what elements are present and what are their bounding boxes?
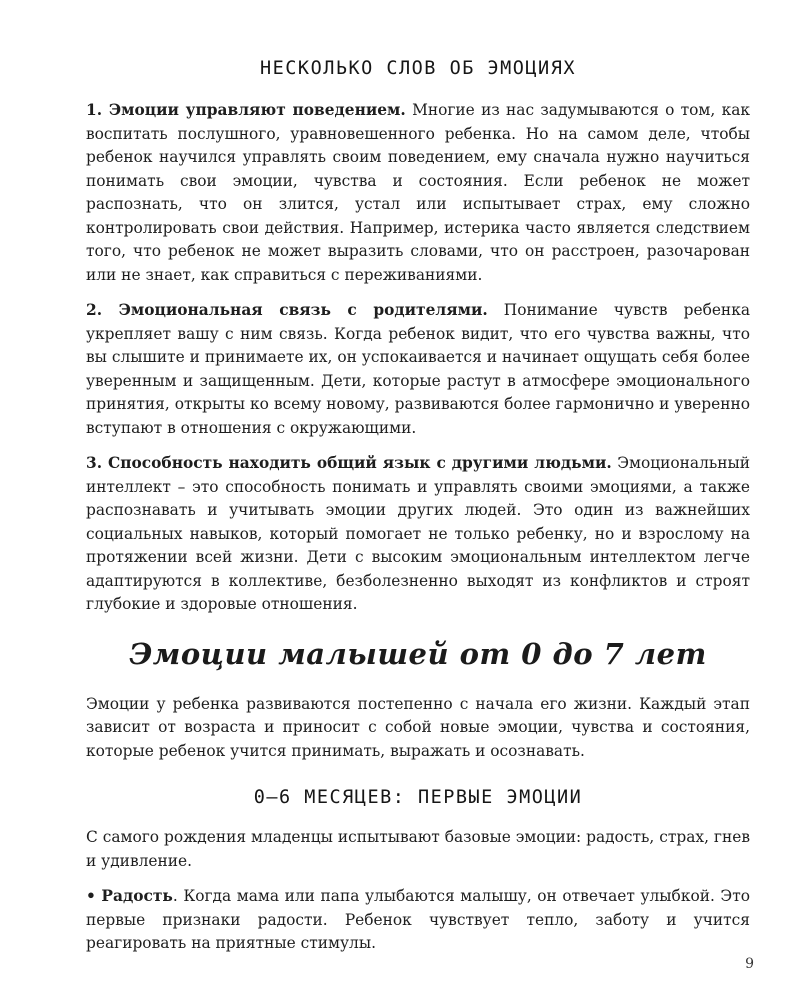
chapter-title-script: Эмоции малышей от 0 до 7 лет <box>129 636 707 671</box>
paragraph-text: Многие из нас задумываются о том, как воспитать послушного, уравновешенного ребенка. Но на самом деле, чтобы ребенок научился управлять своим поведением, ему сначала нужно научиться понимать свои эмоции, чувства и состояния. Если ребенок не может распознать, что он злится, устал или испытывает страх, ему сложно контролировать свои действия. Например, истерика часто является следствием того, что ребенок не может выразить словами, что он расстроен, разочарован или не знает, как справиться с переживаниями. <box>86 101 750 284</box>
paragraph-text: Эмоциональный интеллект – это способность понимать и управлять своими эмоциями, а также распознавать и учитывать эмоции других людей. Это один из важнейших социальных навыков, который помогает не только ребенку, но и взрослому на протяжении всей жизни. Дети с высоким эмоциональным интеллектом легче адаптируются в коллективе, безболезненно выходят из конфликтов и строят глубокие и здоровые отношения. <box>86 454 750 613</box>
page-number: 9 <box>745 956 754 972</box>
section-heading-first-emotions: 0–6 МЕСЯЦЕВ: ПЕРВЫЕ ЭМОЦИИ <box>253 787 583 808</box>
paragraph-text: Понимание чувств ребенка укрепляет вашу с ним связь. Когда ребенок видит, что его чувства важны, что вы слышите и принимаете их, он успокаивается и начинает ощущать себя более уверенным и защищенным. Дети, которые растут в атмосфере эмоционального принятия, открыты ко всему новому, развиваются более гармонично и уверенно вступают в отношения с окружающими. <box>86 301 750 437</box>
bullet-text: . Когда мама или папа улыбаются малышу, он отвечает улыбкой. Это первые признаки радости. Ребенок чувствует тепло, заботу и учится реагировать на приятные стимулы. <box>86 887 750 952</box>
paragraph-parent-connection <box>86 299 750 440</box>
bullet-joy <box>86 885 750 956</box>
bullet-lead: Радость <box>101 887 173 905</box>
paragraph-common-language <box>86 452 750 617</box>
paragraph-lead: 3. Способность находить общий язык с другими людьми. <box>86 454 612 472</box>
paragraph-intro-development: Эмоции у ребенка развиваются постепенно с начала его жизни. Каждый этап зависит от возраста и приносит с собой новые эмоции, чувства и состояния, которые ребенок учится принимать, выражать и осознавать. <box>86 694 750 760</box>
paragraph-lead: 1. Эмоции управляют поведением. <box>86 101 406 119</box>
bullet-marker: • <box>86 887 96 905</box>
paragraph-behavior <box>86 99 750 287</box>
paragraph-lead: 2. Эмоциональная связь с родителями. <box>86 301 488 319</box>
paragraph-basic-emotions: С самого рождения младенцы испытывают базовые эмоции: радость, страх, гнев и удивление. <box>86 828 750 870</box>
section-heading-emotions: НЕСКОЛЬКО СЛОВ ОБ ЭМОЦИЯХ <box>260 58 576 79</box>
